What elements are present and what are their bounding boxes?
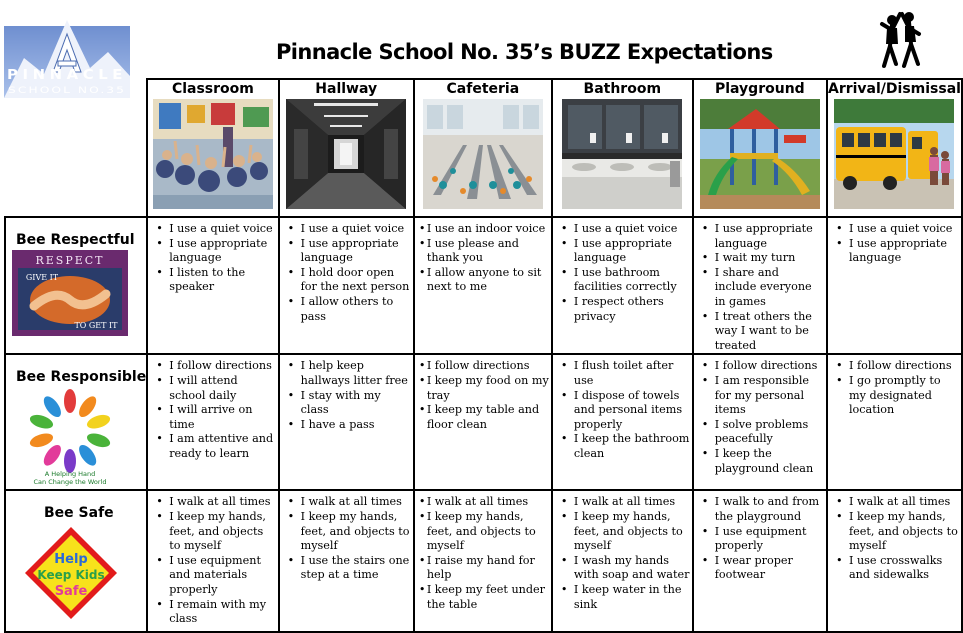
respect-poster-image <box>12 250 128 336</box>
playground-photo <box>700 99 820 209</box>
column-header-arrival-dismissal <box>827 79 962 217</box>
expectation-item: • I walk at all times <box>557 495 690 510</box>
expectation-item: • I keep my hands, feet, and objects to myself <box>284 510 411 554</box>
expectation-item: • I keep the playground clean <box>698 447 824 476</box>
expectation-item: • I walk at all times <box>832 495 959 510</box>
expectation-item: • I keep my hands, feet, and objects to myself <box>832 510 959 554</box>
cell-safe-cafeteria <box>414 490 552 632</box>
column-header-bathroom <box>552 79 693 217</box>
expectation-item: • I walk to and from the playground <box>698 495 824 524</box>
cell-respectful-arrival-dismissal <box>827 217 962 354</box>
expectation-item: • I use appropriate language <box>152 237 275 266</box>
expectation-item: • I follow directions <box>832 359 959 374</box>
expectation-item: • I am attentive and ready to learn <box>152 432 275 461</box>
column-label: Classroom <box>171 81 254 97</box>
row-label: Bee Responsible <box>16 369 147 386</box>
expectation-item: • I use bathroom facilities correctly <box>557 266 690 295</box>
row-header-respectful <box>5 217 147 354</box>
expectation-item: • I wait my turn <box>698 251 824 266</box>
cell-respectful-bathroom <box>552 217 693 354</box>
expectation-item: • I raise my hand for help <box>419 554 549 583</box>
cell-respectful-classroom <box>147 217 278 354</box>
row-label: Bee Safe <box>44 505 114 522</box>
expectation-item: • I use the stairs one step at a time <box>284 554 411 583</box>
sign-line-1: Help <box>54 552 88 568</box>
classroom-photo <box>153 99 273 209</box>
cell-responsible-cafeteria <box>414 354 552 490</box>
column-header-playground <box>693 79 827 217</box>
expectation-item: • I help keep hallways litter free <box>284 359 411 388</box>
helping-hands-caption-1: A Helping Hand <box>44 470 96 479</box>
expectation-item: • I use a quiet voice <box>832 222 959 237</box>
cell-respectful-hallway <box>279 217 414 354</box>
cell-safe-classroom <box>147 490 278 632</box>
expectation-item: • I wash my hands with soap and water <box>557 554 690 583</box>
bathroom-photo <box>562 99 682 209</box>
expectation-item: • I use appropriate language <box>698 222 824 251</box>
sign-line-2: Keep Kids <box>37 568 105 583</box>
cell-safe-arrival-dismissal <box>827 490 962 632</box>
respect-poster-line2: GIVE IT <box>25 273 59 282</box>
expectation-item: • I use equipment and materials properly <box>152 554 275 598</box>
expectation-item: • I keep my food on my tray <box>419 374 549 403</box>
expectation-item: • I keep my hands, feet, and objects to myself <box>557 510 690 554</box>
column-label: Playground <box>714 81 805 97</box>
dancing-kids-icon <box>878 6 922 76</box>
column-label: Cafeteria <box>446 81 520 97</box>
expectation-item: • I hold door open for the next person <box>284 266 411 295</box>
expectation-item: • I wear proper footwear <box>698 554 824 583</box>
expectation-item: • I keep my hands, feet, and objects to myself <box>419 510 549 554</box>
expectation-item: • I keep my hands, feet, and objects to myself <box>152 510 275 554</box>
cell-respectful-cafeteria <box>414 217 552 354</box>
expectation-item: • I use appropriate language <box>832 237 959 266</box>
respect-poster-title: RESPECT <box>35 254 105 267</box>
expectation-item: • I remain with my class <box>152 598 275 627</box>
expectation-item: • I dispose of towels and personal items properly <box>557 389 690 433</box>
cell-responsible-classroom <box>147 354 278 490</box>
logo-subtitle: SCHOOL NO.35 <box>8 86 126 96</box>
expectation-item: • I use a quiet voice <box>152 222 275 237</box>
expectation-item: • I use appropriate language <box>557 237 690 266</box>
expectation-item: • I solve problems peacefully <box>698 418 824 447</box>
page-title: Pinnacle School No. 35’s BUZZ Expectations <box>276 40 773 64</box>
expectation-item: • I walk at all times <box>419 495 549 510</box>
column-header-hallway <box>279 79 414 217</box>
cafeteria-photo <box>423 99 543 209</box>
row-header-safe <box>5 490 147 632</box>
helping-hands-image <box>20 387 120 487</box>
corner-cell <box>5 79 147 217</box>
row-header-responsible <box>5 354 147 490</box>
expectation-item: • I use a quiet voice <box>284 222 411 237</box>
cell-responsible-arrival-dismissal <box>827 354 962 490</box>
expectation-item: • I will attend school daily <box>152 374 275 403</box>
expectation-item: • I stay with my class <box>284 389 411 418</box>
cell-safe-bathroom <box>552 490 693 632</box>
expectation-item: • I have a pass <box>284 418 411 433</box>
cell-safe-playground <box>693 490 827 632</box>
respect-poster-line3: TO GET IT <box>74 321 118 330</box>
expectation-item: • I keep my table and floor clean <box>419 403 549 432</box>
keep-kids-safe-sign <box>20 523 122 623</box>
expectation-item: • I use please and thank you <box>419 237 549 266</box>
expectation-item: • I keep the bathroom clean <box>557 432 690 461</box>
cell-respectful-playground <box>693 217 827 354</box>
expectation-item: • I will arrive on time <box>152 403 275 432</box>
cell-safe-hallway <box>279 490 414 632</box>
expectation-item: • I walk at all times <box>152 495 275 510</box>
expectation-item: • I flush toilet after use <box>557 359 690 388</box>
expectation-item: • I follow directions <box>698 359 824 374</box>
cell-responsible-bathroom <box>552 354 693 490</box>
helping-hands-caption-2: Can Change the World <box>33 478 107 487</box>
cell-responsible-playground <box>693 354 827 490</box>
expectation-item: • I listen to the speaker <box>152 266 275 295</box>
expectation-item: • I walk at all times <box>284 495 411 510</box>
expectation-item: • I respect others privacy <box>557 295 690 324</box>
expectation-item: • I allow anyone to sit next to me <box>419 266 549 295</box>
hallway-photo <box>286 99 406 209</box>
expectation-item: • I use equipment properly <box>698 525 824 554</box>
column-header-cafeteria <box>414 79 552 217</box>
expectation-item: • I follow directions <box>419 359 549 374</box>
expectation-item: • I use a quiet voice <box>557 222 690 237</box>
expectations-table <box>4 78 963 633</box>
expectation-item: • I use appropriate language <box>284 237 411 266</box>
expectation-item: • I share and include everyone in games <box>698 266 824 310</box>
column-header-classroom <box>147 79 278 217</box>
expectation-item: • I use an indoor voice <box>419 222 549 237</box>
expectation-item: • I allow others to pass <box>284 295 411 324</box>
row-label: Bee Respectful <box>16 232 135 248</box>
sign-line-3: Safe <box>54 584 88 600</box>
expectation-item: • I go promptly to my designated location <box>832 374 959 418</box>
cell-responsible-hallway <box>279 354 414 490</box>
column-label: Arrival/Dismissal <box>827 81 961 97</box>
expectation-item: • I am responsible for my personal items <box>698 374 824 418</box>
expectation-item: • I keep my feet under the table <box>419 583 549 612</box>
logo-name: PINNACLE <box>7 68 127 83</box>
column-label: Hallway <box>315 81 378 97</box>
column-label: Bathroom <box>583 81 662 97</box>
expectation-item: • I use crosswalks and sidewalks <box>832 554 959 583</box>
schoolbus-photo <box>834 99 954 209</box>
expectation-item: • I keep water in the sink <box>557 583 690 612</box>
expectation-item: • I treat others the way I want to be treated <box>698 310 824 354</box>
expectation-item: • I follow directions <box>152 359 275 374</box>
